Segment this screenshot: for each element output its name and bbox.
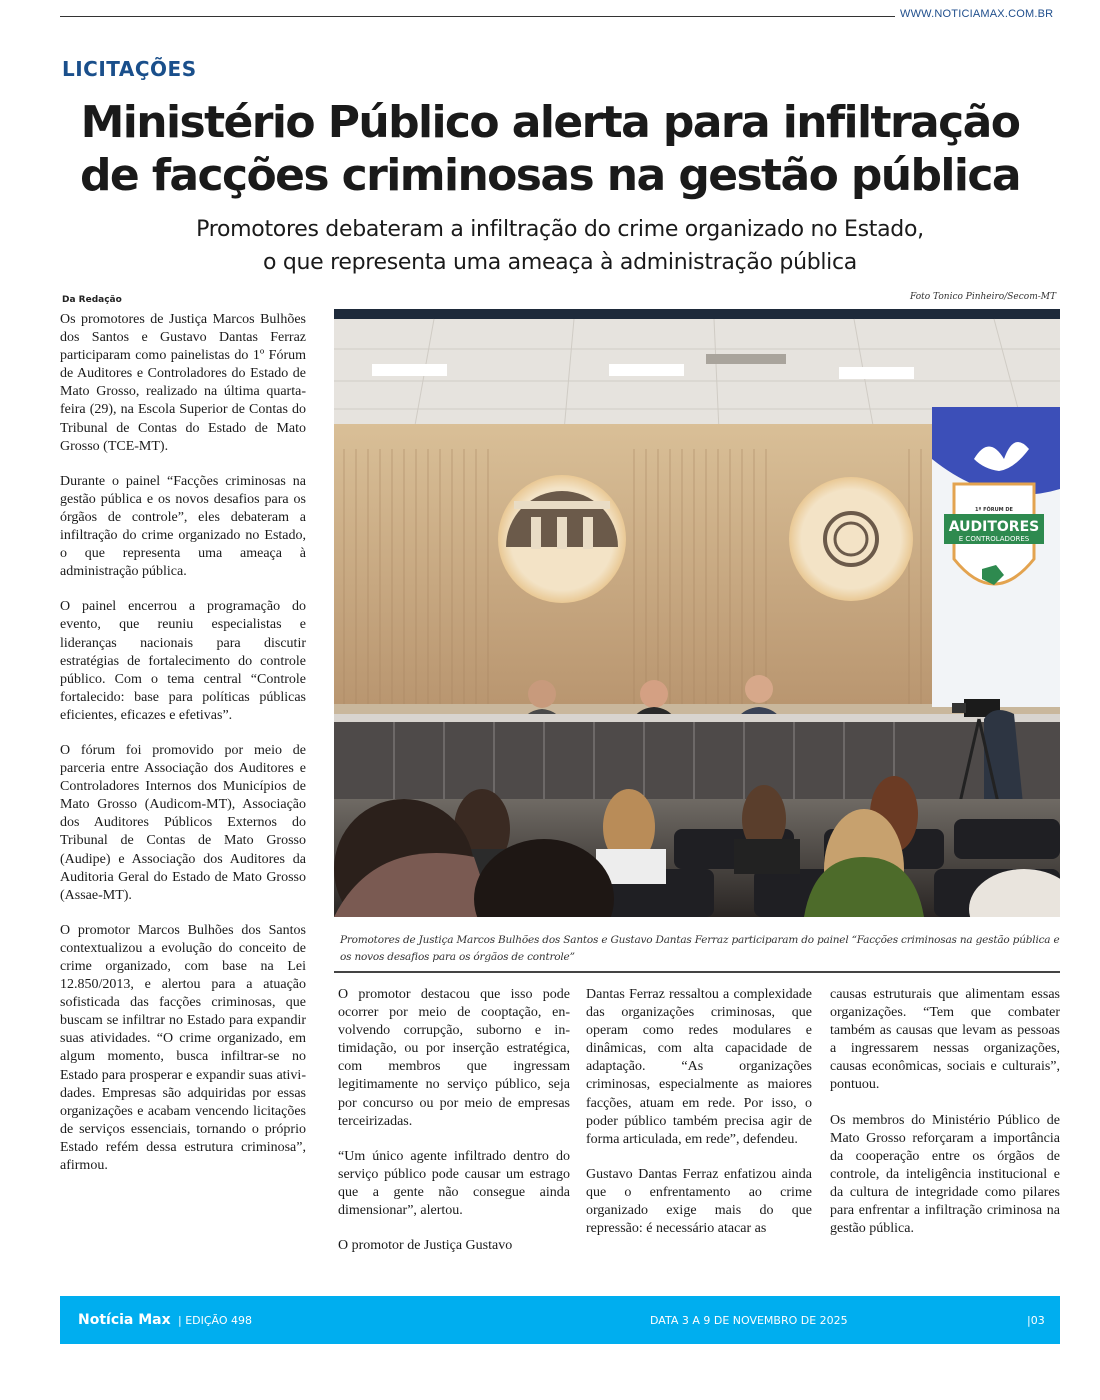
article-column-4	[830, 986, 1060, 1255]
footer-edition: | EDIÇÃO 498	[178, 1314, 253, 1327]
footer-page-number: |03	[1027, 1314, 1045, 1327]
photo-top-band	[334, 309, 1060, 319]
byline: Da Redação	[62, 295, 122, 305]
article-column-2	[338, 986, 570, 1272]
headline-line-1: Ministério Público alerta para infiltração	[80, 97, 1020, 148]
subheadline	[60, 213, 1060, 279]
ceiling-light	[609, 364, 684, 376]
photo-illustration	[334, 309, 1060, 917]
footer-brand: Notícia Max	[78, 1312, 171, 1328]
paragraph: causas estruturais que alimentam essas organizações. “Tem que combater também as causas que levam as pessoas a ingressarem nessas organizações, causas econômicas, sociais e culturais”, pontuou.	[830, 987, 1060, 1093]
footer-bar	[60, 1296, 1060, 1344]
photo-caption: Promotores de Justiça Marcos Bulhões dos Santos e Gustavo Dantas Ferraz participaram do painel “Facções criminosas na gestão pública e os novos desafios para os órgãos de controle”	[340, 934, 1060, 963]
paragraph: Os membros do Ministério Público de Mato Grosso reforçaram a importância da cooperação entre os órgãos de controle, da inteligência institucional e da cultura de integridade como pilares para enfrentar a infiltração criminosa na gestão pública.	[830, 1112, 1060, 1237]
ceiling-light	[372, 364, 447, 376]
screen-subtitle-text: E CONTROLADORES	[958, 535, 1030, 543]
section-label: LICITAÇÕES	[62, 57, 197, 81]
ceiling-vent	[706, 354, 786, 364]
subheadline-line-2: o que representa uma ameaça à administração pública	[263, 250, 857, 275]
paragraph: O promotor de Justiça Gustavo	[338, 1238, 513, 1254]
caption-rule	[334, 971, 1060, 973]
article-column-1	[60, 311, 306, 1192]
escola-logo-circle	[789, 477, 913, 601]
event-photo	[334, 309, 1060, 917]
paragraph: O fórum foi promovido por meio de parceria entre Associação dos Auditores e Controladores Internos dos Municípios de Mato Grosso (Audicom-MT), Associação dos Auditores Públicos Externos do Tribunal de Contas de Mato Grosso (Audipe) e Associação dos Auditores da Auditoria Geral do Estado de Mato Grosso (Assae-MT).	[60, 742, 306, 903]
screen-small-text: 1º FÓRUM DE	[975, 507, 1013, 513]
paragraph: O promotor Marcos Bulhões dos Santos contextualizou a evolução do conceito de crime organizado, com base na Lei 12.850/2013, e alertou para a atuação sofisticada das facções criminosas, que buscam se infiltrar no Estado para expandir suas atividades. “O crime organizado, em algum momento, busca infiltrar-se no Estado para prosperar e expandir suas atividades. Empresas são adquiridas por essas organizações e acabam vencendo licitações de serviços essenciais, tornando o próprio Estado refém dessa estrutura criminosa”, afirmou.	[60, 922, 306, 1174]
subheadline-line-1: Promotores debateram a infiltração do crime organizado no Estado,	[196, 217, 924, 242]
top-rule	[60, 16, 895, 17]
article-column-3	[586, 986, 812, 1255]
paragraph: Gustavo Dantas Ferraz enfatizou ainda que o enfrentamento ao crime organizado exige mais do que repressão: é necessário atacar as	[586, 1166, 812, 1237]
headline-line-2: de facções criminosas na gestão pública	[80, 150, 1020, 201]
panel-table	[334, 719, 1060, 799]
paragraph: O painel encerrou a programação do evento, que reuniu especialistas e lideranças nacionais para discutir estratégias de fortalecimento do controle público. Com o tema central “Controle fortalecido: base para políticas públicas eficientes, eficazes e efetivas”.	[60, 599, 306, 723]
footer-date: DATA 3 A 9 DE NOVEMBRO DE 2025	[650, 1314, 848, 1327]
paragraph: Dantas Ferraz ressaltou a complexidade das organizações criminosas, que operam como redes modulares e dinâmicas, com alta capacidade de adaptação. “As organizações criminosas, especialmente as maiores facções, atuam em rede. Por isso, o poder público também precisa agir de forma articulada, em rede”, defendeu.	[586, 987, 812, 1147]
photo-credit: Foto Tonico Pinheiro/Secom-MT	[909, 292, 1056, 302]
paragraph: “Um único agente infiltrado dentro do serviço público pode causar um estrago que a gente não consegue ainda dimensionar”, alertou.	[338, 1148, 570, 1219]
paragraph: Os promotores de Justiça Marcos Bulhões dos Santos e Gustavo Dantas Ferraz participaram como painelistas do 1º Fórum de Auditores e Controladores do Estado de Mato Grosso, realizado na última quarta-feira (29), na Escola Superior de Contas do Tribunal de Contas do Estado de Mato Grosso (TCE-MT).	[60, 312, 306, 454]
ceiling-light	[839, 367, 914, 379]
site-url[interactable]: WWW.NOTICIAMAX.COM.BR	[900, 8, 1054, 20]
paragraph: O promotor destacou que isso pode ocorrer por meio de cooptação, envolvendo corrupção, suborno e intimidação, ou por inserção estratégica, com membros que ingressam legitimamente no serviço público, seja por concurso ou por meio de empresas terceirizadas.	[338, 987, 570, 1129]
headline	[40, 96, 1060, 202]
screen-title-text: AUDITORES	[948, 519, 1040, 535]
paragraph: Durante o painel “Facções criminosas na gestão pública e os novos desafios para os órgãos de controle”, eles debateram a infiltração do crime organizado no Estado, o que representa uma ameaça à administração pública.	[60, 473, 306, 580]
